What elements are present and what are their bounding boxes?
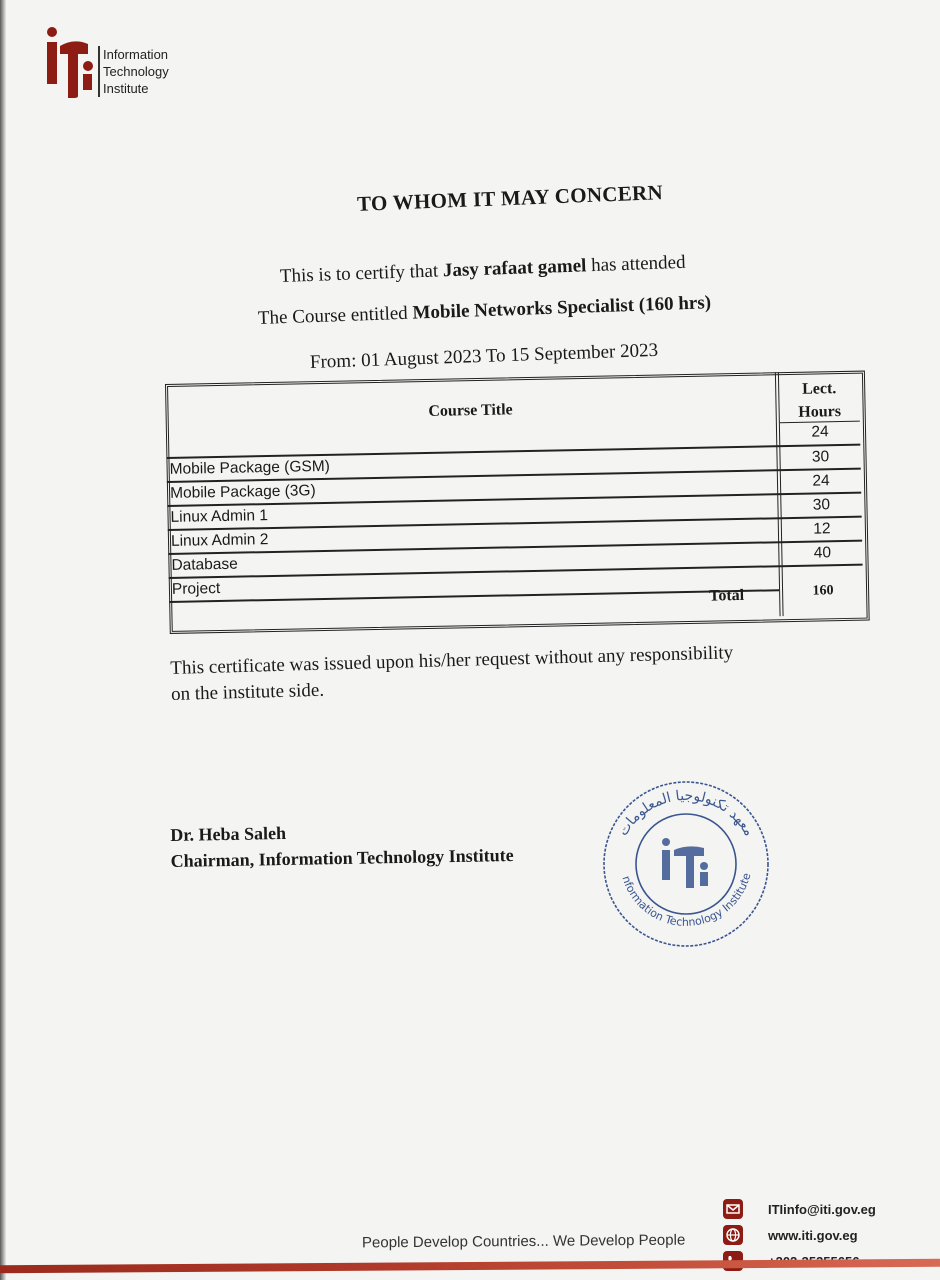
- total-label: Total: [709, 586, 745, 605]
- contact-email: [722, 1198, 876, 1220]
- footer-slogan: People Develop Countries... We Develop People: [361, 1231, 686, 1252]
- certify-line: [280, 252, 686, 288]
- contact-website: [722, 1224, 858, 1246]
- logo-line: Information: [103, 47, 169, 62]
- row-course-name: Linux Admin 2: [170, 531, 269, 550]
- seal-logo-icon: [662, 838, 708, 888]
- signatory-title: Chairman, Information Technology Institute: [170, 845, 514, 871]
- logo-wordmark: [98, 46, 169, 97]
- signatory-block: [170, 816, 514, 874]
- row-hours: 40: [813, 544, 832, 562]
- disclaimer-note: [170, 637, 851, 708]
- row-course-name: Database: [171, 555, 238, 574]
- header-hours-line: Lect.: [801, 380, 837, 398]
- row-hours: 30: [811, 448, 830, 466]
- certify-suffix: has attended: [586, 251, 686, 277]
- course-line: [258, 292, 712, 330]
- course-table: [165, 370, 876, 642]
- date-range-line: From: 01 August 2023 To 15 September 2023: [309, 339, 659, 373]
- header-course-title: Course Title: [428, 401, 513, 420]
- seal-text-ar: معهد تكنولوجيا المعلومات: [615, 787, 757, 839]
- row-hours: 24: [811, 423, 829, 441]
- institute-seal-icon: [596, 776, 776, 952]
- course-name: Mobile Networks Specialist (160 hrs): [412, 292, 712, 324]
- row-course-name: Project: [171, 579, 221, 598]
- email-text: ITIinfo@iti.gov.eg: [768, 1201, 876, 1217]
- row-hours: 24: [812, 472, 830, 490]
- header-hours-line: Hours: [798, 403, 842, 421]
- scan-edge: [0, 0, 6, 1280]
- seal-text-en: nformation Technology Institute: [619, 871, 754, 929]
- row-course-name: Linux Admin 1: [170, 507, 269, 526]
- row-hours: 12: [813, 520, 831, 538]
- student-name: Jasy rafaat gamel: [442, 255, 587, 282]
- note-line: This certificate was issued upon his/her request without any responsibility: [170, 642, 734, 679]
- logo-line: Technology: [103, 64, 169, 79]
- total-hours: 160: [812, 583, 834, 599]
- logo-line: Institute: [103, 81, 149, 96]
- email-icon: [722, 1198, 744, 1220]
- website-text: www.iti.gov.eg: [768, 1227, 858, 1243]
- course-prefix: The Course entitled: [257, 302, 413, 329]
- document-title: TO WHOM IT MAY CONCERN: [356, 180, 664, 216]
- signatory-name: Dr. Heba Saleh: [170, 822, 287, 845]
- certify-prefix: This is to certify that: [279, 260, 444, 287]
- header-lecture-hours: [779, 377, 860, 425]
- row-hours: 30: [812, 496, 831, 514]
- iti-logo: [44, 26, 194, 102]
- row-course-name: Mobile Package (3G): [169, 482, 316, 502]
- globe-icon: [722, 1224, 744, 1246]
- row-course-name: Mobile Package (GSM): [169, 457, 331, 478]
- iti-logo-mark-icon: [44, 26, 94, 98]
- note-line: on the institute side.: [170, 679, 325, 705]
